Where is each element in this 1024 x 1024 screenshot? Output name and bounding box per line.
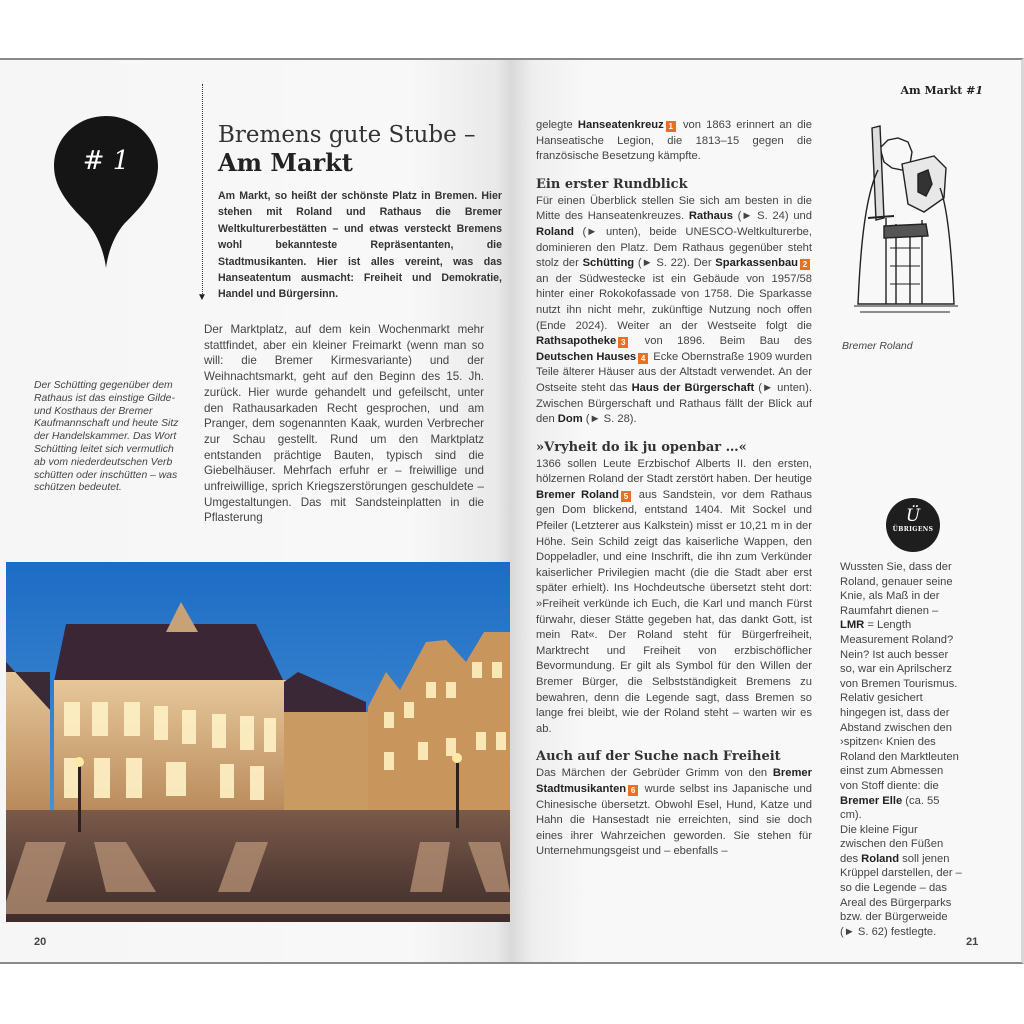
bold-term: Bremer Elle — [840, 794, 903, 807]
section-heading: Ein erster Rundblick — [536, 176, 688, 192]
text-run: Die kleine Figur zwischen den Füßen des — [840, 823, 944, 865]
map-marker-badge: 2 — [800, 259, 810, 270]
running-head-number: #1 — [966, 84, 983, 97]
section-heading: »Vryheit do ik ju openbar …« — [536, 439, 747, 455]
text-run: (► S. 22). Der — [634, 257, 716, 270]
market-square-photo — [6, 562, 510, 922]
page-number-right: 21 — [966, 936, 979, 948]
text-run: Für einen Überblick stellen Sie sich am besten in die Mitte des Hanseatenkreuzes. — [536, 194, 812, 223]
uebrigens-letter: Ü — [905, 506, 921, 526]
map-marker-badge: 5 — [621, 491, 631, 502]
uebrigens-word: ÜBRIGENS — [892, 526, 934, 533]
text-run: soll jenen Krüppel darstellen, der – so die Legende – das Areal des Bürgerparks bzw. der Bürgerweide (► S. 62) festlegte. — [840, 852, 962, 938]
sight-name: Hanseatenkreuz — [577, 119, 664, 131]
text-run: aus Sandstein, vor dem Rathaus gen Dom blickend, entstand 1404. Mit Sockel und Pfeiler (Letzterer aus Kalkstein) misst er 10,21 m in der Höhe. Sein Schild zeigt das kaiserliche Wappen, den Doppeladler, und eine Inschrift, die ihn zum Verkünder kaiserlicher Privilegien macht (die die Stadt aber erst später erhielt). Ins Hochdeutsche übersetzt steht dort: »Freiheit verkünde ich Euch, die Karl und manch Fürst fürwahr, dieser Stätte gegeben hat, das dankt Gott, ist mein Rat«. Der Roland steht für Bürgerfreiheit, Marktrecht und Freiheit von erzbischöflicher Bevormundung. Er gilt als Symbol für den Willen der Bremer Bürger, die Selbstständigkeit Bremens zu bewahren, denn die Legende sagt, dass Bremen so lange frei bleibt, wie der Roland steht – warten wir es ab. — [536, 488, 813, 735]
intro-paragraph — [536, 118, 812, 165]
running-head — [900, 84, 983, 97]
map-marker-badge: 1 — [666, 121, 676, 132]
open-guidebook — [0, 58, 1024, 966]
bold-term: Rathaus — [688, 210, 733, 223]
map-pin-icon — [54, 116, 158, 268]
roland-statue-illustration — [850, 108, 962, 328]
text-run: wurde selbst ins Japanische und Chinesische übersetzt. Obwohl Esel, Hund, Katze und Hahn die Hansestadt nie erreichten, sind sie doch eines ihrer Wahrzeichen geworden. Sie stehen für Unternehmungsgeist und – ebenfalls – — [536, 782, 812, 858]
bold-term: Roland — [861, 852, 900, 865]
text-run: 1366 sollen Leute Erzbischof Alberts II. den ersten, hölzernen Roland der Stadt zerstört haben. Der heutige — [536, 457, 812, 486]
left-page — [0, 58, 512, 964]
map-marker-badge: 3 — [618, 337, 628, 348]
intro-text: von 1863 erinnert an die Hanseatische Legion, die 1813–15 gegen die französische Besetzung kämpfte. — [536, 119, 813, 163]
photo-caption: Der Schütting gegenüber dem Rathaus ist das einstige Gilde- und Kosthaus der Bremer Kaufmannschaft und heute Sitz der Handelskammer. Das Wort Schütting leitet sich vermutlich ab vom niederdeutschen Verb schütten oder inschütten – was schützen bedeutet. — [34, 380, 179, 494]
bold-term: Dom — [557, 413, 583, 426]
main-column — [536, 118, 812, 868]
map-marker-badge: 6 — [628, 785, 638, 796]
running-head-title: Am Markt — [900, 84, 963, 97]
dotted-divider — [202, 84, 203, 296]
bold-term: Sparkassenbau — [715, 257, 799, 270]
lead-paragraph: Am Markt, so heißt der schönste Platz in Bremen. Hier stehen mit Roland und Rathaus die Bremer Weltkulturerbestätten – und etwas versteckt Bremens wohl bekannteste Repräsentanten, die Stadtmusikanten. Hier ist alles vereint, was das Hanseatentum ausmacht: Freiheit und Demokratie, Handel und Bürgersinn. — [218, 190, 502, 301]
text-run: an der Südwestecke ist ein Gebäude von 1957/58 hinter einer Rokokofassade von 1758. Die Sparkasse nutzt ihn nicht mehr, zukünftige Nutzung noch offen (Ende 2024). Weiter an der Westseite folgt die — [536, 272, 812, 332]
sight-number: # 1 — [82, 146, 130, 176]
text-run: Wussten Sie, dass der Roland, genauer seine Knie, als Maß in der Raumfahrt dienen – — [840, 561, 953, 617]
intro-text: gelegte — [536, 119, 578, 131]
bold-term: Bremer Stadtmusikanten — [536, 767, 812, 795]
title-line-1: Bremens gute Stube – — [218, 122, 476, 148]
uebrigens-sidebar-text — [840, 560, 964, 939]
text-run: (ca. 55 cm). — [840, 794, 940, 822]
bold-term: Haus der Bürgerschaft — [631, 381, 755, 394]
text-run: (► unten), beide UNESCO-Weltkulturerbe, dominieren den Platz. Dem Rathaus gegenüber steht stolz der — [536, 225, 812, 270]
figure-caption: Bremer Roland — [842, 340, 913, 352]
sections — [536, 177, 812, 860]
bold-term: Schütting — [582, 257, 635, 270]
section-paragraph — [536, 766, 812, 860]
bold-term: Deutschen Hauses — [536, 350, 637, 363]
text-run: (► S. 28). — [582, 413, 637, 426]
text-run: Ecke Obernstraße 1909 wurden Teile älterer Häuser aus der Altstadt verwendet. An der Ostseite steht das — [536, 350, 813, 394]
page-number-left: 20 — [34, 936, 47, 948]
text-run: = Length Measurement Roland? Nein? Ist auch besser so, war ein Aprilscherz von Bremen Tourismus. Relativ gesichert hingegen ist, dass der Abstand zwischen den ›spitzen‹ Knien des Roland den Marktleuten einst zum Abmessen von Stoff diente: die — [840, 619, 959, 792]
bold-term: LMR — [840, 619, 865, 632]
text-run: von 1896. Beim Bau des — [630, 335, 812, 348]
title-line-2: Am Markt — [218, 148, 353, 177]
bold-term: Roland — [536, 225, 574, 238]
right-page — [512, 58, 1024, 964]
bold-term: Rathsapotheke — [536, 335, 617, 348]
uebrigens-badge — [886, 498, 940, 552]
arrow-down-icon: ▼ — [197, 292, 207, 303]
section-heading: Auch auf der Suche nach Freiheit — [536, 749, 781, 765]
text-run: (► S. 24) und — [732, 210, 813, 223]
section-paragraph — [536, 457, 812, 738]
bold-term: Bremer Roland — [536, 488, 619, 501]
map-marker-badge: 4 — [638, 353, 648, 364]
text-run: Das Märchen der Gebrüder Grimm von den — [536, 767, 773, 780]
text-run: (► unten). Zwischen Bürgerschaft und Rathaus fällt der Blick auf den — [536, 381, 812, 426]
section-paragraph — [536, 194, 812, 428]
chapter-title — [218, 122, 508, 176]
body-text: Der Marktplatz, auf dem kein Wochenmarkt mehr stattfindet, aber ein kleiner Freimarkt (wenn man so will: die Bremer Kirmesvariante) und der Weihnachtsmarkt, geht auf den Beginn des 15. Jh. zurück. Hier wurde gehandelt und gefeilscht, unter den Rathausarkaden Recht gesprochen, und am Pranger, dem sogenannten Kaak, wurden Verbrecher zur Schau gestellt. Rund um den Marktplatz entstanden prächtige Bauten, typisch sind die Giebelhäuser. Mehrfach erfuhr er – freiwillige und unfreiwillige, sprich Kriegszerstörungen geschuldete – Umgestaltungen. Das mit Sandsteinplatten in die Pflasterung — [204, 323, 484, 525]
